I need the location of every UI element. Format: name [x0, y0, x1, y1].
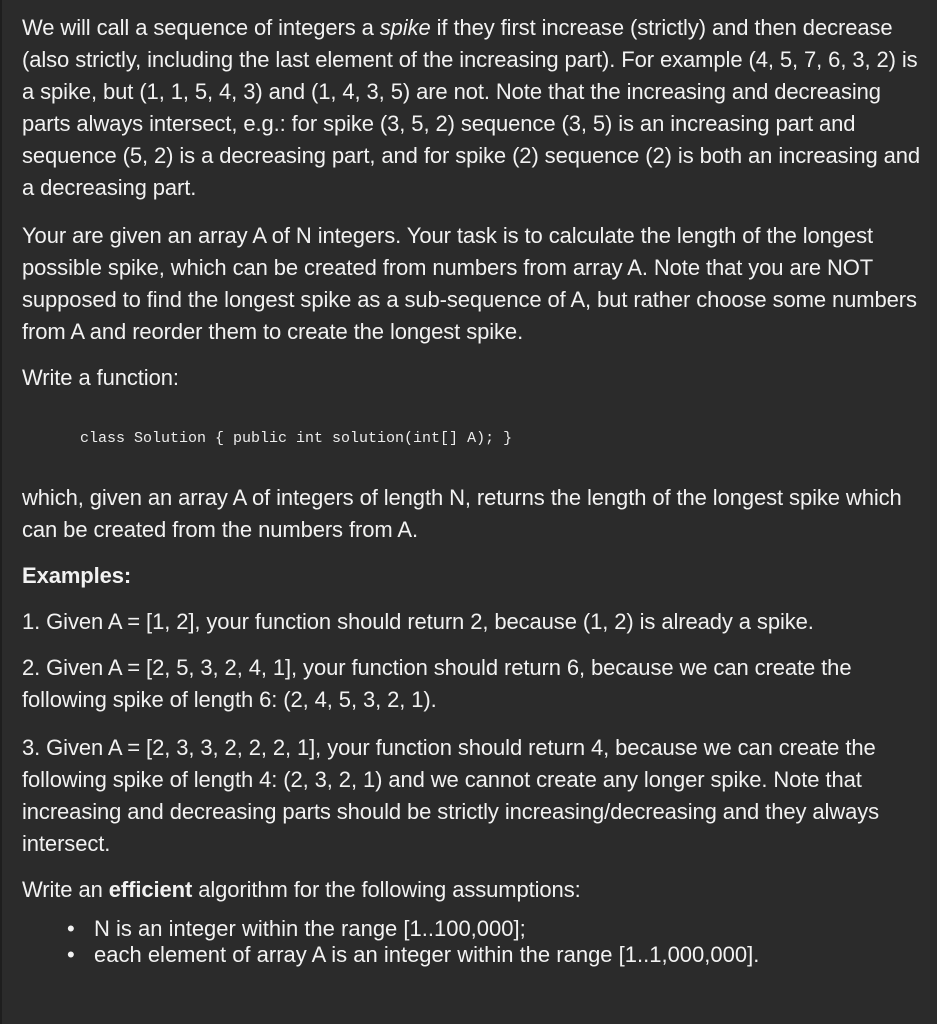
- assumptions-lead: [22, 874, 923, 906]
- efficient-term: efficient: [108, 877, 193, 902]
- example-1: 1. Given A = [1, 2], your function should return 2, because (1, 2) is already a spike.: [22, 609, 814, 634]
- function-signature-code: class Solution { public int solution(int[] A); }: [80, 430, 513, 447]
- assumptions-lead-before: Write an: [22, 877, 109, 902]
- bullet-icon: •: [67, 916, 75, 941]
- task-paragraph: Your are given an array A of N integers. Your task is to calculate the length of the longest possible spike, which can be created from numbers from array A. Note that you are NOT supposed to find the longest spike as a sub-sequence of A, but rather choose some numbers from A and reorder them to create the longest spike.: [22, 223, 917, 344]
- bullet-icon: •: [67, 942, 75, 967]
- assumption-text: N is an integer within the range [1..100,000];: [94, 916, 526, 941]
- assumptions-list: [22, 916, 923, 968]
- assumptions-lead-after: algorithm for the following assumptions:: [192, 877, 581, 902]
- example-3: 3. Given A = [2, 3, 3, 2, 2, 2, 1], your function should return 4, because we can create the following spike of length 4: (2, 3, 2, 1) and we cannot create any longer spike. Note that increasing and decreasing parts should be strictly increasing/decreasing and they always intersect.: [22, 735, 880, 856]
- returns-description: which, given an array A of integers of length N, returns the length of the longest spike which can be created from the numbers from A.: [22, 485, 902, 542]
- examples-heading-text: Examples:: [22, 563, 132, 588]
- assumption-item: [67, 942, 923, 968]
- write-function-label: Write a function:: [22, 365, 179, 390]
- examples-heading: [22, 560, 923, 592]
- intro-text-after: if they first increase (strictly) and then decrease (also strictly, including the last element of the increasing part). For example (4, 5, 7, 6, 3, 2) is a spike, but (1, 1, 5, 4, 3) and (1, 4, 3, 5) are not. Note that the increasing and decreasing parts always intersect, e.g.: for spike (3, 5, 2) sequence (3, 5) is an increasing part and sequence (5, 2) is a decreasing part, and for spike (2) sequence (2) is both an increasing and a decreasing part.: [22, 15, 921, 200]
- assumption-item: [67, 916, 923, 942]
- assumption-text: each element of array A is an integer within the range [1..1,000,000].: [94, 942, 760, 967]
- intro-paragraph: [22, 12, 923, 204]
- intro-text-before: We will call a sequence of integers a: [22, 15, 380, 40]
- example-2: 2. Given A = [2, 5, 3, 2, 4, 1], your function should return 6, because we can create the following spike of length 6: (2, 4, 5, 3, 2, 1).: [22, 655, 852, 712]
- spike-term: spike: [379, 15, 431, 40]
